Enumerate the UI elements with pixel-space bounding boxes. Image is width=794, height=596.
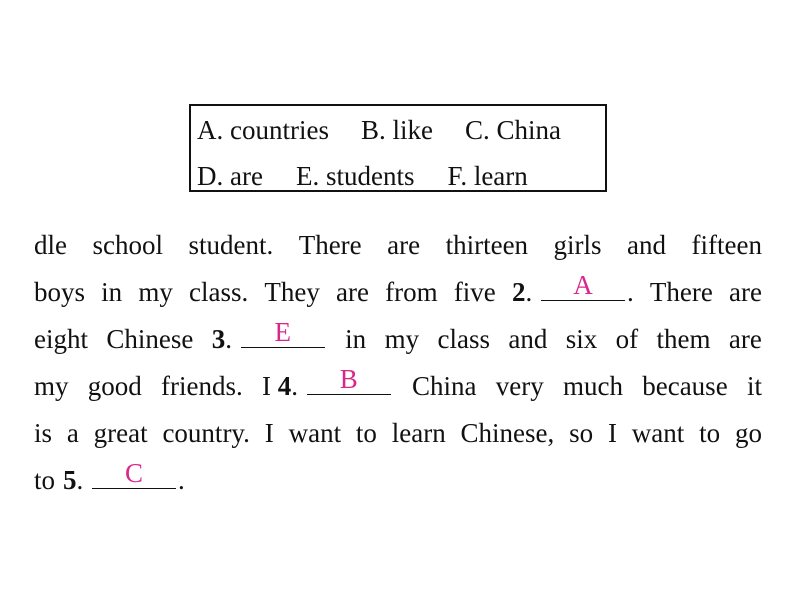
question-dot: .: [525, 277, 533, 307]
word: much: [562, 371, 623, 401]
question-dot: .: [225, 324, 233, 354]
word: are: [387, 230, 421, 260]
answer-blank-4[interactable]: [307, 364, 391, 395]
word: are: [336, 277, 370, 307]
word: Chinese: [106, 324, 194, 354]
word: are: [728, 277, 762, 307]
word: five: [453, 277, 496, 307]
passage: [34, 222, 762, 504]
word: six: [565, 324, 598, 354]
option-e: E. students: [295, 161, 415, 191]
word: There: [298, 230, 362, 260]
answer-2: A: [573, 270, 593, 300]
word: of: [615, 324, 639, 354]
word: boys: [34, 277, 86, 307]
option-a: A. countries: [197, 115, 329, 145]
word: I: [607, 418, 617, 448]
word: .: [626, 277, 634, 307]
word: country.: [162, 418, 250, 448]
passage-line-2: [34, 269, 762, 316]
word: because: [642, 371, 728, 401]
word: want: [288, 418, 342, 448]
word: I: [262, 371, 271, 401]
question-number-3: 3: [211, 324, 226, 354]
word: go: [734, 418, 762, 448]
word: to: [699, 418, 721, 448]
question-number-2: 2: [511, 277, 526, 307]
question-dot: .: [76, 465, 84, 495]
word: want: [631, 418, 685, 448]
passage-line-6: [34, 457, 762, 504]
word: is: [34, 418, 53, 448]
word-bank-row-2: [197, 161, 528, 191]
word: thirteen: [445, 230, 529, 260]
word: fifteen: [691, 230, 762, 260]
word: They: [264, 277, 320, 307]
word: great: [93, 418, 148, 448]
word: my: [138, 277, 173, 307]
word: dle: [34, 230, 67, 260]
word: and: [627, 230, 667, 260]
word: class: [437, 324, 490, 354]
word-bank-row-1: [197, 115, 561, 145]
word: my: [34, 371, 69, 401]
question-5: [63, 457, 185, 504]
word: it: [746, 371, 762, 401]
question-4: [262, 363, 393, 410]
answer-3: E: [274, 317, 292, 347]
question-2: [512, 269, 634, 316]
passage-line-1: [34, 222, 762, 269]
answer-blank-5[interactable]: [92, 458, 176, 489]
option-c: C. China: [464, 115, 561, 145]
word: eight: [34, 324, 88, 354]
option-b: B. like: [360, 115, 433, 145]
word: good: [87, 371, 142, 401]
question-3: [212, 316, 327, 363]
word: in: [345, 324, 367, 354]
passage-line-5: [34, 410, 762, 457]
option-f: F. learn: [447, 161, 528, 191]
passage-line-3: [34, 316, 762, 363]
word: There: [649, 277, 713, 307]
word-bank-box: [189, 104, 607, 192]
answer-blank-3[interactable]: [241, 317, 325, 348]
word: in: [101, 277, 123, 307]
question-dot: .: [291, 371, 298, 401]
word: are: [728, 324, 762, 354]
word: Chinese,: [460, 418, 555, 448]
word: to: [355, 418, 377, 448]
word: my: [384, 324, 420, 354]
passage-line-4: [34, 363, 762, 410]
word: friends.: [161, 371, 243, 401]
answer-5: C: [125, 458, 144, 488]
question-number-5: 5: [63, 465, 77, 495]
answer-blank-2[interactable]: [541, 270, 625, 301]
word: class.: [189, 277, 249, 307]
word: them: [656, 324, 711, 354]
word: to: [34, 465, 56, 495]
option-d: D. are: [197, 161, 263, 191]
word: school: [92, 230, 163, 260]
word: learn: [391, 418, 446, 448]
word: from: [385, 277, 438, 307]
word: girls: [553, 230, 602, 260]
word: student.: [188, 230, 274, 260]
word: very: [495, 371, 544, 401]
word: I: [264, 418, 274, 448]
word: and: [508, 324, 548, 354]
word: .: [178, 465, 185, 495]
word: China: [412, 371, 477, 401]
word: a: [66, 418, 79, 448]
question-number-4: 4: [277, 371, 292, 401]
word: so: [569, 418, 594, 448]
answer-4: B: [339, 364, 358, 394]
